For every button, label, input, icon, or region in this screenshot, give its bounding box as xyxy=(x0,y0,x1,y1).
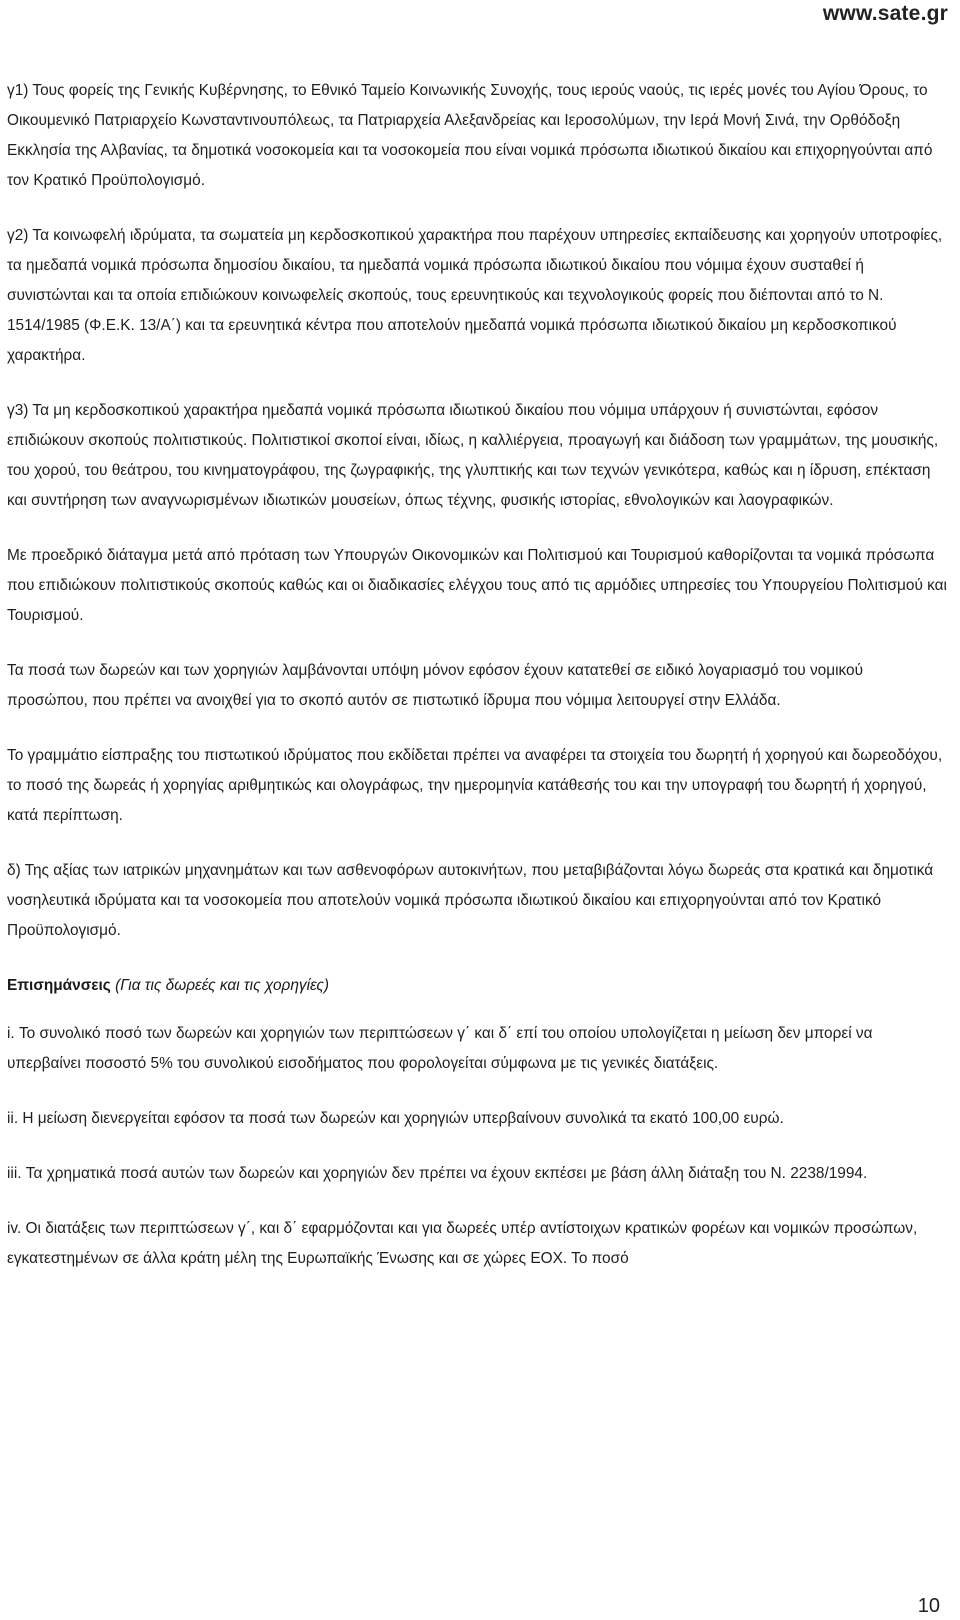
note-ii: ii. Η μείωση διενεργείται εφόσον τα ποσά των δωρεών και χορηγιών υπερβαίνουν συνολικά τα εκατό 100,00 ευρώ. xyxy=(7,1110,784,1127)
document-body xyxy=(7,76,947,1299)
note-i: i. Το συνολικό ποσό των δωρεών και χορηγιών των περιπτώσεων γ΄ και δ΄ επί του οποίου υπολογίζεται η μείωση δεν μπορεί να υπερβαίνει ποσοστό 5% του συνολικού εισοδήματος που φορολογείται σύμφωνα με τις γενικές διατάξεις. xyxy=(7,1025,873,1072)
paragraph-g1: γ1) Τους φορείς της Γενικής Κυβέρνησης, το Εθνικό Ταμείο Κοινωνικής Συνοχής, τους ιερούς ναούς, τις ιερές μονές του Αγίου Όρους, το Οικουμενικό Πατριαρχείο Κωνσταντινουπόλεως, τα Πατριαρχεία Αλεξανδρείας και Ιεροσολύμων, την Ιερά Μονή Σινά, την Ορθόδοξη Εκκλησία της Αλβανίας, τα δημοτικά νοσοκομεία και τα νοσοκομεία που είναι νομικά πρόσωπα ιδιωτικού δικαίου και επιχορηγούνται από τον Κρατικό Προϋπολογισμό. xyxy=(7,82,933,189)
paragraph-g2: γ2) Τα κοινωφελή ιδρύματα, τα σωματεία μη κερδοσκοπικού χαρακτήρα που παρέχουν υπηρεσίες εκπαίδευσης και χορηγούν υποτροφίες, τα ημεδαπά νομικά πρόσωπα δημοσίου δικαίου, τα ημεδαπά νομικά πρόσωπα ιδιωτικού δικαίου που νόμιμα έχουν συσταθεί ή συνιστώνται και τα οποία επιδιώκουν κοινωφελείς σκοπούς, τους ερευνητικούς και τεχνολογικούς φορείς που διέπονται από το Ν. 1514/1985 (Φ.Ε.Κ. 13/Α΄) και τα ερευνητικά κέντρα που αποτελούν ημεδαπά νομικά πρόσωπα ιδιωτικού δικαίου μη κερδοσκοπικού χαρακτήρα. xyxy=(7,227,943,364)
paragraph-receipt: Το γραμμάτιο είσπραξης του πιστωτικού ιδρύματος που εκδίδεται πρέπει να αναφέρει τα στοιχεία του δωρητή ή χορηγού και δωρεοδόχου, το ποσό της δωρεάς ή χορηγίας αριθμητικώς και ολογράφως, την ημερομηνία κατάθεσής του και την υπογραφή του δωρητή ή χορηγού, κατά περίπτωση. xyxy=(7,747,943,824)
paragraph-d: δ) Της αξίας των ιατρικών μηχανημάτων και των ασθενοφόρων αυτοκινήτων, που μεταβιβάζονται λόγω δωρεάς στα κρατικά και δημοτικά νοσηλευτικά ιδρύματα και τα νοσοκομεία που αποτελούν νομικά πρόσωπα ιδιωτικού δικαίου και επιχορηγούνται από τον Κρατικό Προϋπολογισμό. xyxy=(7,862,934,939)
notes-heading-subtitle: (Για τις δωρεές και τις χορηγίες) xyxy=(115,977,329,994)
paragraph-presidential-decree: Με προεδρικό διάταγμα μετά από πρόταση των Υπουργών Οικονομικών και Πολιτισμού και Τουρισμού καθορίζονται τα νομικά πρόσωπα που επιδιώκουν πολιτιστικούς σκοπούς καθώς και οι διαδικασίες ελέγχου τους από τις αρμόδιες υπηρεσίες του Υπουργείου Πολιτισμού και Τουρισμού. xyxy=(7,547,947,624)
note-iii: iii. Τα χρηματικά ποσά αυτών των δωρεών και χορηγιών δεν πρέπει να έχουν εκπέσει με βάση άλλη διάταξη του Ν. 2238/1994. xyxy=(7,1165,868,1182)
notes-heading xyxy=(7,971,947,1001)
notes-heading-title: Επισημάνσεις xyxy=(7,977,111,994)
site-header: www.sate.gr xyxy=(822,2,948,25)
paragraph-donation-amounts: Τα ποσά των δωρεών και των χορηγιών λαμβάνονται υπόψη μόνον εφόσον έχουν κατατεθεί σε ειδικό λογαριασμό του νομικού προσώπου, που πρέπει να ανοιχθεί για το σκοπό αυτόν σε πιστωτικό ίδρυμα που νόμιμα λειτουργεί στην Ελλάδα. xyxy=(7,662,863,709)
note-iv: iv. Οι διατάξεις των περιπτώσεων γ΄, και δ΄ εφαρμόζονται και για δωρεές υπέρ αντίστοιχων κρατικών φορέων και νομικών προσώπων, εγκατεστημένων σε άλλα κράτη μέλη της Ευρωπαϊκής Ένωσης και σε χώρες ΕΟΧ. Το ποσό xyxy=(7,1220,918,1267)
page-number: 10 xyxy=(917,1595,940,1617)
paragraph-g3: γ3) Τα μη κερδοσκοπικού χαρακτήρα ημεδαπά νομικά πρόσωπα ιδιωτικού δικαίου που νόμιμα υπάρχουν ή συνιστώνται, εφόσον επιδιώκουν σκοπούς πολιτιστικούς. Πολιτιστικοί σκοποί είναι, ιδίως, η καλλιέργεια, προαγωγή και διάδοση των γραμμάτων, της μουσικής, του χορού, του θεάτρου, του κινηματογράφου, της ζωγραφικής, της γλυπτικής και των τεχνών γενικότερα, καθώς και η ίδρυση, επέκταση και συντήρηση των αναγνωρισμένων ιδιωτικών μουσείων, όπως τέχνης, φυσικής ιστορίας, εθνολογικών και λαογραφικών. xyxy=(7,402,939,509)
